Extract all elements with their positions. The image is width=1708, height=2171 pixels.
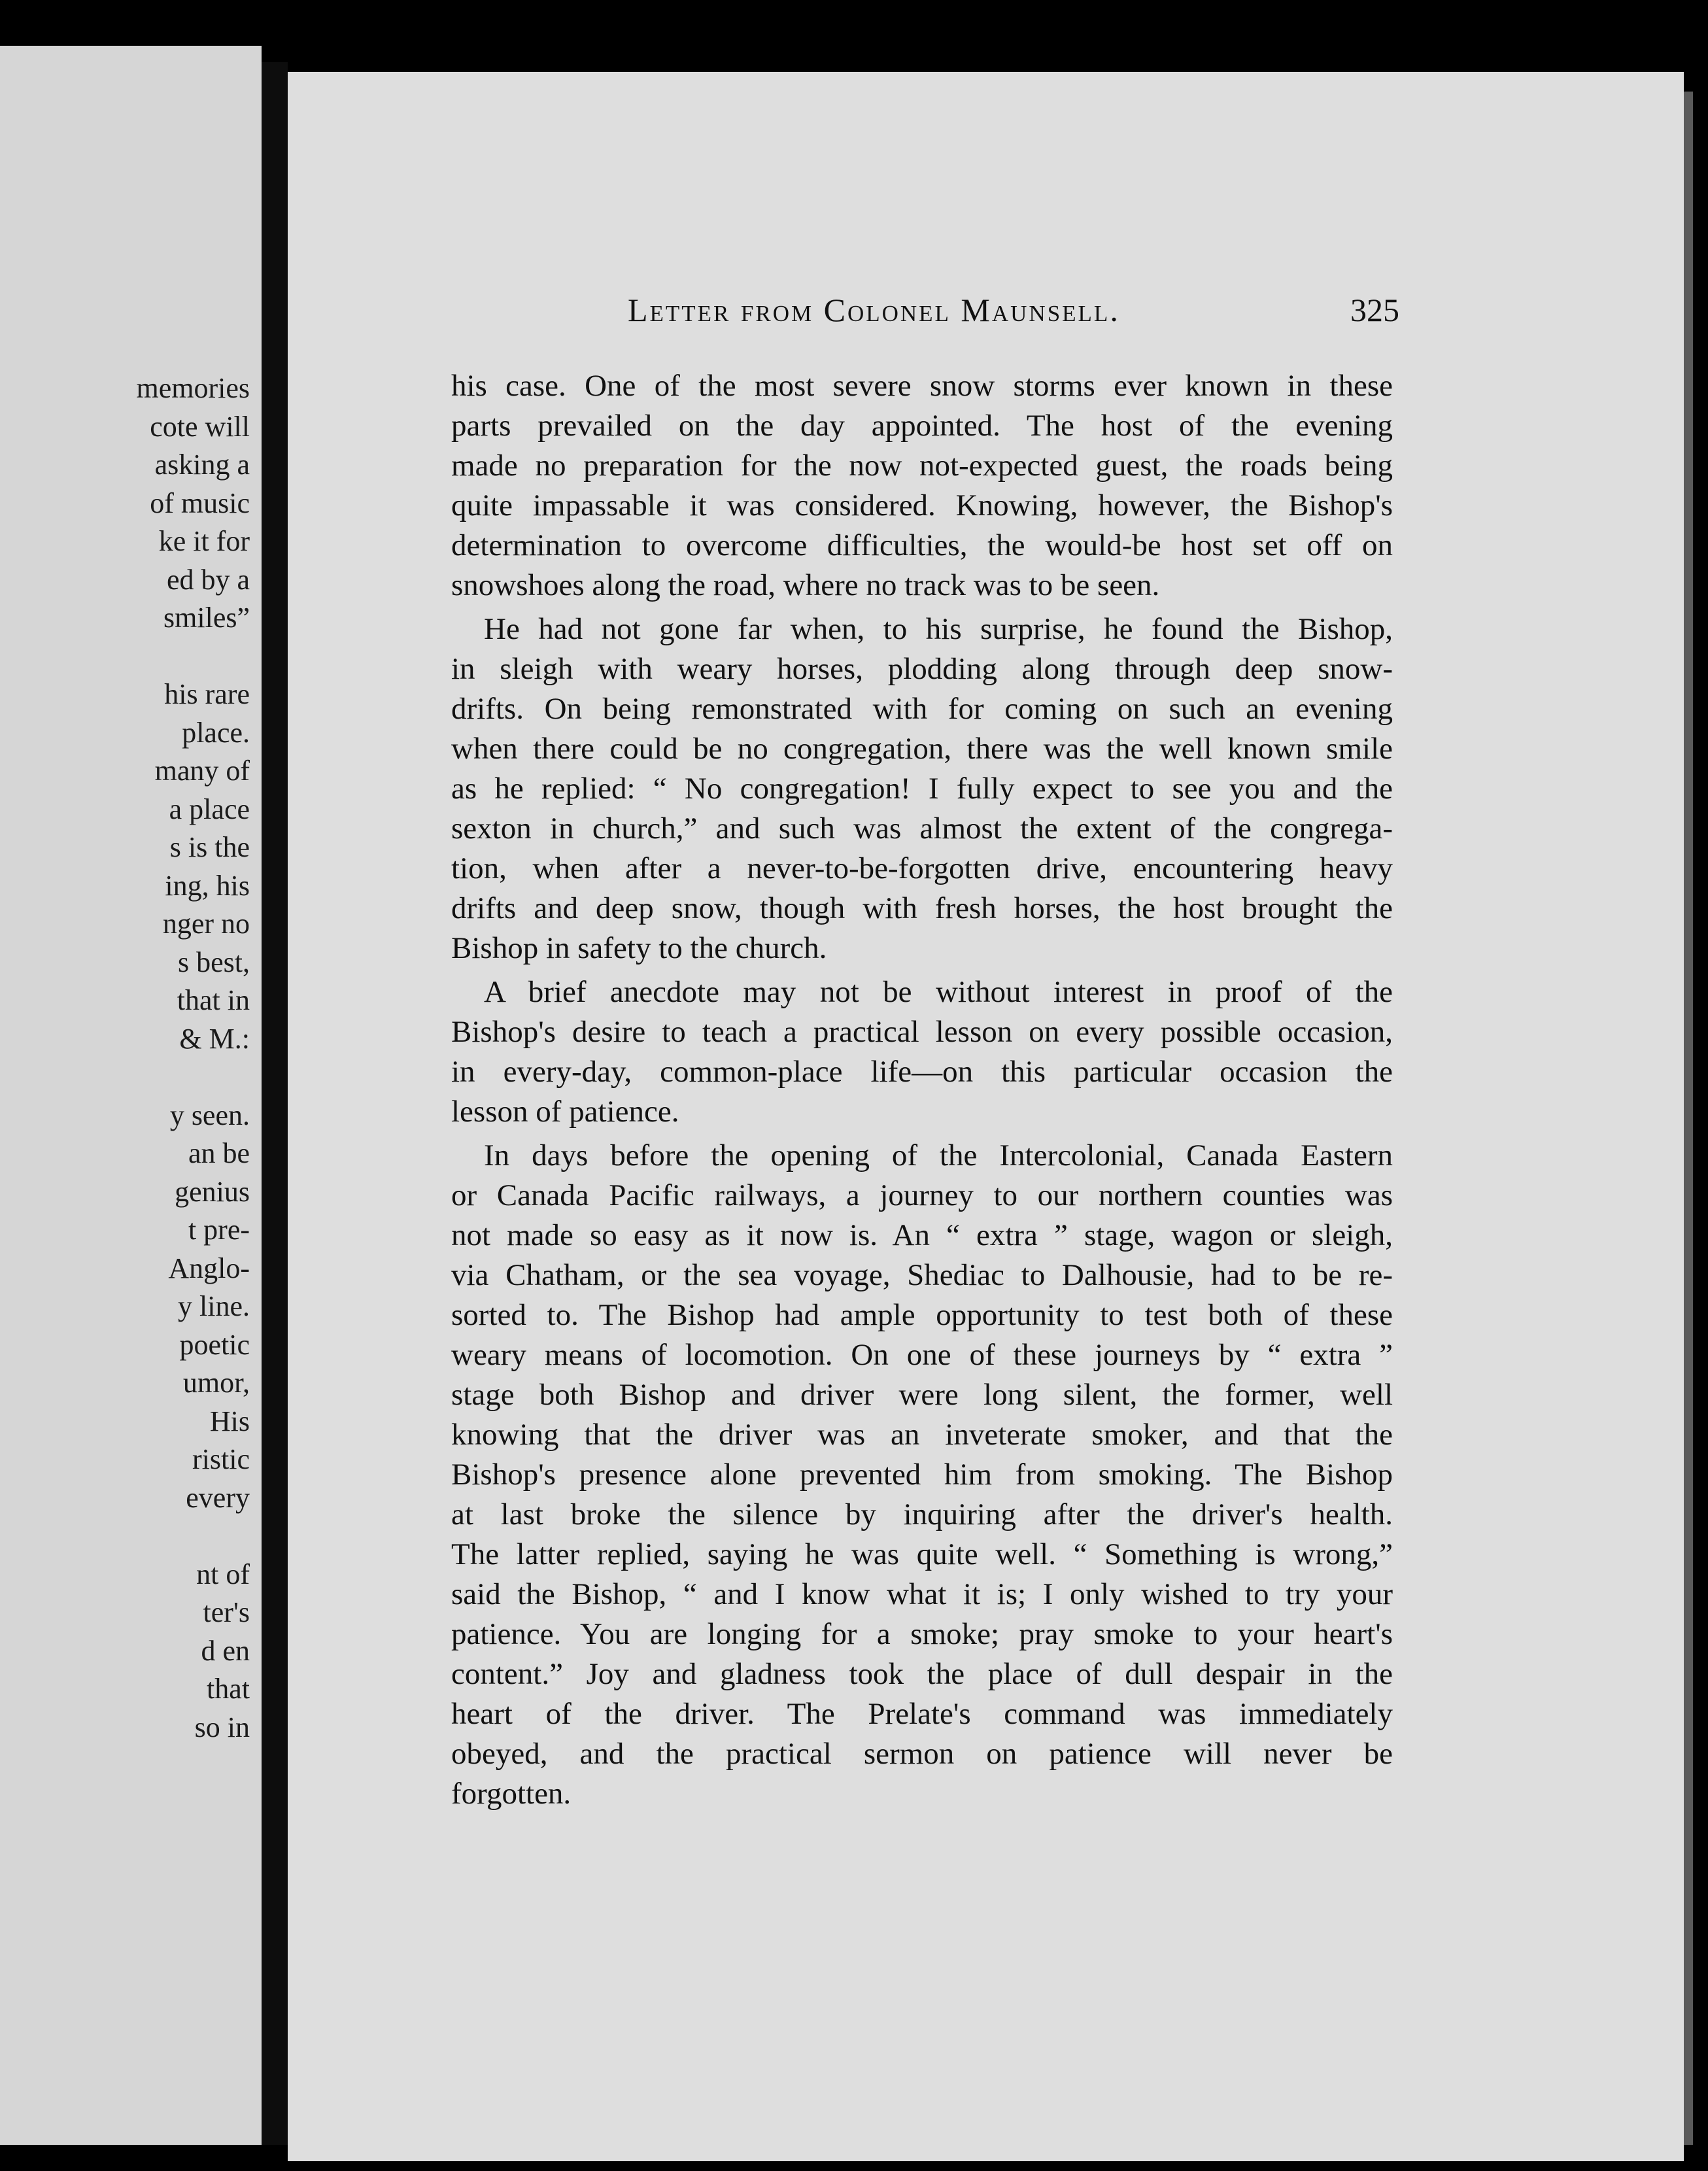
facing-page-line: so in — [194, 1711, 250, 1743]
facing-page-line: nt of — [196, 1558, 250, 1590]
paragraph — [451, 972, 1393, 1132]
text-line: quite impassable it was considered. Knowing, however, the Bishop's — [451, 488, 1393, 522]
facing-page-line: s best, — [178, 946, 250, 978]
text-line: Bishop in safety to the church. — [451, 931, 827, 965]
text-line: or Canada Pacific railways, a journey to our northern counties was — [451, 1178, 1393, 1212]
text-line: forgotten. — [451, 1777, 572, 1811]
facing-page-line: t pre- — [188, 1214, 250, 1246]
facing-page-line: nger no — [162, 908, 250, 940]
facing-page-line: ke it for — [158, 525, 250, 557]
facing-page-line: that in — [177, 984, 250, 1016]
facing-page-line: of music — [150, 487, 250, 519]
facing-page-line: memories — [136, 372, 250, 404]
text-line: content.” Joy and gladness took the place of dull despair in the — [451, 1657, 1393, 1691]
facing-page-line: y line. — [178, 1290, 250, 1322]
facing-page-line: s is the — [169, 831, 250, 863]
text-line: made no preparation for the now not-expected guest, the roads being — [451, 449, 1393, 483]
text-line: In days before the opening of the Intercolonial, Canada Eastern — [484, 1138, 1393, 1172]
text-line: when there could be no congregation, there was the well known smile — [451, 732, 1393, 766]
facing-page-line: umor, — [182, 1367, 250, 1399]
text-line: drifts and deep snow, though with fresh horses, the host brought the — [451, 891, 1393, 925]
text-line: said the Bishop, “ and I know what it is; I only wished to try your — [451, 1577, 1393, 1611]
facing-page-line: his rare — [164, 678, 250, 710]
facing-page-line: y seen. — [169, 1099, 250, 1131]
book-gutter — [262, 62, 288, 2145]
text-line: knowing that the driver was an inveterate smoker, and that the — [451, 1418, 1393, 1452]
text-line: patience. You are longing for a smoke; pray smoke to your heart's — [451, 1617, 1393, 1651]
facing-page-line: ing, his — [165, 869, 250, 902]
facing-page-line: ristic — [192, 1443, 250, 1475]
text-line: sorted to. The Bishop had ample opportunity to test both of these — [451, 1298, 1393, 1332]
facing-page-line: every — [186, 1481, 250, 1514]
facing-page-line: ed by a — [166, 563, 250, 596]
text-line: in every-day, common-place life—on this particular occasion the — [451, 1055, 1393, 1089]
running-head: Letter from Colonel Maunsell. — [628, 292, 1120, 328]
text-line: at last broke the silence by inquiring after the driver's health. — [451, 1497, 1393, 1531]
facing-page-fragment — [0, 46, 262, 2145]
facing-page-line: & M.: — [179, 1022, 250, 1055]
facing-page-line: a place — [169, 793, 250, 825]
paragraph — [451, 1136, 1393, 1814]
text-line: The latter replied, saying he was quite well. “ Something is wrong,” — [451, 1537, 1393, 1571]
facing-page-line: many of — [154, 755, 250, 787]
facing-page-line: His — [209, 1405, 250, 1437]
text-line: parts prevailed on the day appointed. The host of the evening — [451, 409, 1393, 443]
body-text — [451, 366, 1393, 1814]
page-number: 325 — [1350, 292, 1399, 328]
facing-page-line: that — [207, 1673, 250, 1705]
facing-page-line: ter's — [203, 1596, 250, 1628]
text-line: weary means of locomotion. On one of these journeys by “ extra ” — [451, 1338, 1393, 1372]
facing-page-line: an be — [188, 1137, 250, 1169]
text-line: as he replied: “ No congregation! I fully expect to see you and the — [451, 772, 1393, 806]
facing-page-line: genius — [175, 1175, 250, 1208]
text-line: his case. One of the most severe snow storms ever known in these — [451, 369, 1393, 403]
text-line: Bishop's desire to teach a practical lesson on every possible occasion, — [451, 1015, 1393, 1049]
text-line: determination to overcome difficulties, the would-be host set off on — [451, 528, 1393, 562]
text-line: in sleigh with weary horses, plodding along through deep snow- — [451, 652, 1393, 686]
text-line: He had not gone far when, to his surprise, he found the Bishop, — [484, 612, 1393, 646]
text-line: lesson of patience. — [451, 1095, 679, 1129]
text-line: via Chatham, or the sea voyage, Shediac to Dalhousie, had to be re- — [451, 1258, 1393, 1292]
facing-page-line: Anglo- — [168, 1252, 250, 1284]
text-line: heart of the driver. The Prelate's command was immediately — [451, 1697, 1393, 1731]
text-line: A brief anecdote may not be without interest in proof of the — [484, 975, 1393, 1009]
text-line: not made so easy as it now is. An “ extra ” stage, wagon or sleigh, — [451, 1218, 1393, 1252]
facing-page-line: d en — [201, 1634, 250, 1667]
text-line: obeyed, and the practical sermon on patience will never be — [451, 1737, 1393, 1771]
facing-page-line: place. — [182, 716, 250, 749]
paragraph — [451, 609, 1393, 968]
facing-page-line: cote will — [150, 410, 250, 443]
text-line: Bishop's presence alone prevented him from smoking. The Bishop — [451, 1458, 1393, 1492]
text-line: tion, when after a never-to-be-forgotten drive, encountering heavy — [451, 851, 1393, 885]
text-line: stage both Bishop and driver were long silent, the former, well — [451, 1378, 1393, 1412]
text-line: sexton in church,” and such was almost the extent of the congrega- — [451, 812, 1393, 846]
paragraph — [451, 366, 1393, 606]
text-line: drifts. On being remonstrated with for coming on such an evening — [451, 692, 1393, 726]
facing-page-line: smiles” — [163, 602, 250, 634]
text-line: snowshoes along the road, where no track was to be seen. — [451, 568, 1160, 602]
facing-page-line: poetic — [179, 1328, 250, 1361]
facing-page-line: asking a — [154, 449, 250, 481]
page-edge — [1684, 92, 1693, 2145]
